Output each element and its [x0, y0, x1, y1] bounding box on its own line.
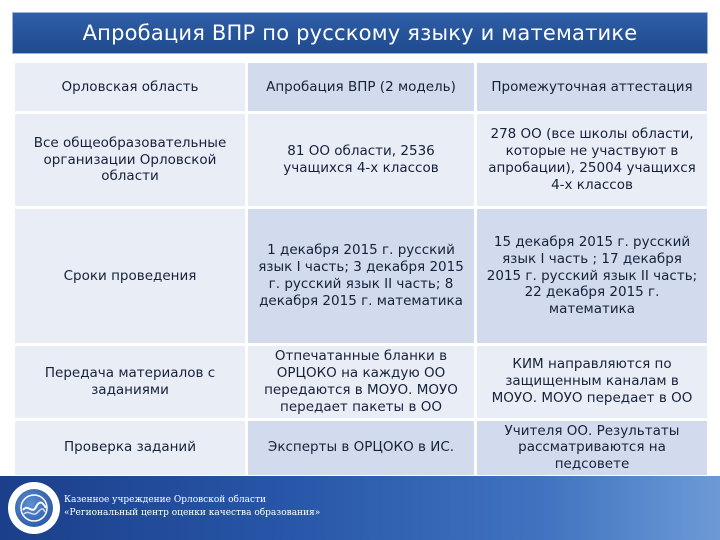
row-cell-attestation: Учителя ОО. Результаты рассматриваются на педсовете [477, 421, 707, 476]
globe-logo-icon [8, 482, 60, 534]
logo-emblem [15, 489, 53, 527]
row-cell-attestation: 15 декабря 2015 г. русский язык I часть ; 17 декабря 2015 г. русский язык II часть; 22 декабря 2015 г. математика [477, 209, 707, 343]
row-label: Все общеобразовательные организации Орловской области [15, 114, 245, 206]
organization-name [64, 494, 320, 520]
table-row [15, 209, 707, 343]
globe-wave-icon [19, 493, 49, 523]
row-cell-vpr: Отпечатанные бланки в ОРЦОКО на каждую ОО передаются в МОУО. МОУО передает пакеты в ОО [248, 346, 474, 418]
row-label: Проверка заданий [15, 421, 245, 476]
table-row [15, 346, 707, 418]
header-vpr: Апробация ВПР (2 модель) [248, 63, 474, 111]
header-attestation: Промежуточная аттестация [477, 63, 707, 111]
org-line-2: «Региональный центр оценки качества образования» [64, 508, 321, 518]
table-row [15, 114, 707, 206]
table-row [15, 421, 707, 476]
table-header-row [15, 63, 707, 111]
row-cell-attestation: 278 ОО (все школы области, которые не участвуют в апробации), 25004 учащихся 4-х классов [477, 114, 707, 206]
org-line-1: Казенное учреждение Орловской области [64, 495, 267, 505]
comparison-table [12, 60, 710, 478]
row-cell-vpr: 81 ОО области, 2536 учащихся 4-х классов [248, 114, 474, 206]
row-cell-vpr: 1 декабря 2015 г. русский язык I часть; 3 декабря 2015 г. русский язык II часть; 8 декабря 2015 г. математика [248, 209, 474, 343]
row-label: Передача материалов с заданиями [15, 346, 245, 418]
header-region: Орловская область [15, 63, 245, 111]
row-cell-attestation: КИМ направляются по защищенным каналам в МОУО. МОУО передает в ОО [477, 346, 707, 418]
row-label: Сроки проведения [15, 209, 245, 343]
row-cell-vpr: Эксперты в ОРЦОКО в ИС. [248, 421, 474, 476]
slide-title: Апробация ВПР по русскому языку и математике [12, 12, 708, 54]
